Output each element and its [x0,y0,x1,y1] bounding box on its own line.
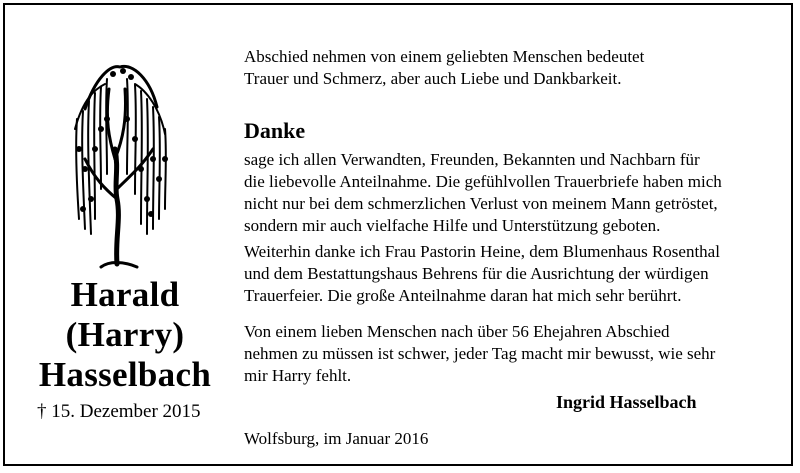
signature: Ingrid Hasselbach [556,392,697,412]
thanks-paragraph [244,149,722,237]
text-line: sage ich allen Verwandten, Freunden, Bekannten und Nachbarn für [244,150,700,169]
left-column [5,5,235,464]
text-line: Trauer und Schmerz, aber auch Liebe und Dankbarkeit. [244,69,622,88]
text-line: sondern mir auch vielfache Hilfe und Unterstützung geboten. [244,216,661,235]
intro-text [244,46,644,90]
text-line: Von einem lieben Menschen nach über 56 Ehejahren Abschied [244,322,670,341]
death-date: † 15. Dezember 2015 [37,401,201,422]
deceased-nickname: (Harry) [65,315,185,354]
text-line: Abschied nehmen von einem geliebten Menschen bedeutet [244,47,645,66]
heading: Danke [244,118,306,143]
weeping-willow-icon [65,49,175,269]
text-line: Trauerfeier. Die große Anteilnahme daran hat mich sehr berührt. [244,286,682,305]
text-line: nehmen zu müssen ist schwer, jeder Tag macht mir bewusst, wie sehr [244,344,716,363]
place-date: Wolfsburg, im Januar 2016 [244,429,429,448]
closing-paragraph [244,321,715,387]
text-line: Weiterhin danke ich Frau Pastorin Heine, dem Blumenhaus Rosenthal [244,242,720,261]
text-line: die liebevolle Anteilnahme. Die gefühlvollen Trauerbriefe haben mich [244,172,722,191]
acknowledgement-paragraph [244,241,720,307]
text-line: und dem Bestattungshaus Behrens für die Ausrichtung der würdigen [244,264,709,283]
obituary-card [3,3,793,466]
text-line: nicht nur bei dem schmerzlichen Verlust von meinem Mann getröstet, [244,194,718,213]
text-line: mir Harry fehlt. [244,366,352,385]
deceased-last-name: Hasselbach [38,355,212,394]
deceased-first-name: Harald [70,275,180,314]
